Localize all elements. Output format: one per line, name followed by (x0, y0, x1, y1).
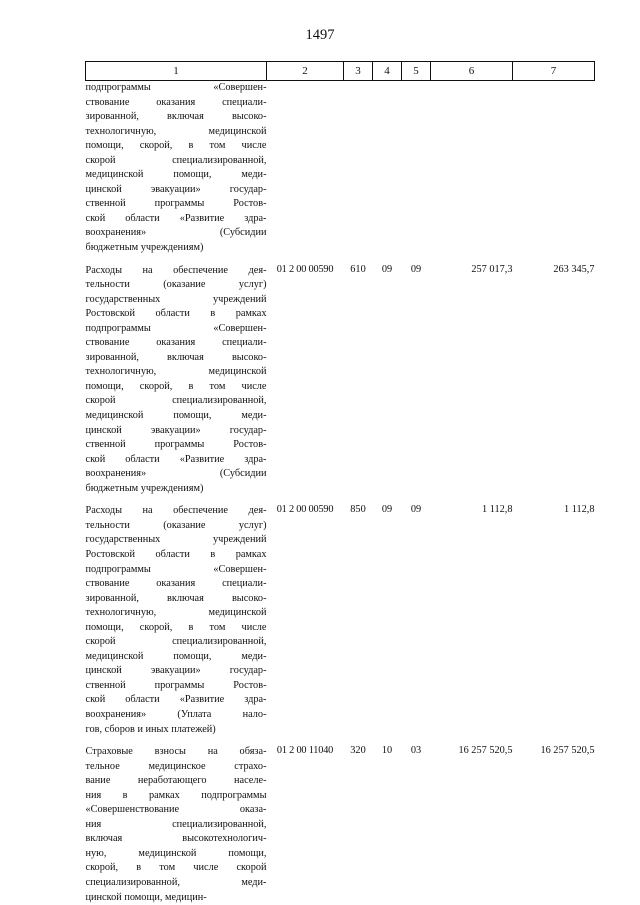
row-description (86, 504, 267, 737)
row-spacer (86, 256, 595, 264)
target-article-code: 01 2 00 00590 (276, 263, 334, 275)
header-row (86, 62, 595, 81)
description-line: ственной программы Ростов- (85, 679, 267, 691)
section-code (373, 81, 402, 256)
section-code: 09 (381, 263, 393, 275)
description-line: ствование оказания специали- (85, 578, 267, 590)
amount-year-1: 16 257 520,5 (458, 745, 513, 757)
page-number: 1497 (305, 27, 335, 43)
description-line: ствование оказания специали- (85, 337, 267, 349)
section-code: 09 (381, 504, 393, 516)
description-line: помощи, скорой, в том числе (85, 621, 267, 633)
amount-year-2: 16 257 520,5 (540, 745, 595, 757)
target-article-code: 01 2 00 11040 (276, 745, 334, 757)
description-line: ния специализированной, (85, 818, 267, 830)
description-line: технологичную, медицинской (85, 125, 267, 137)
description-line: гов, сборов и иных платежей) (85, 723, 216, 735)
amount-year-2: 263 345,7 (553, 263, 595, 275)
description-line: тельное медицинское страхо- (85, 760, 267, 772)
table-row (86, 745, 595, 905)
expense-type-code: 320 (350, 745, 366, 757)
description-line: вание неработающего населе- (85, 775, 267, 787)
target-article-code (267, 81, 344, 256)
subsection-code: 03 (410, 745, 422, 757)
description-line: ственной программы Ростов- (85, 198, 267, 210)
row-description (86, 81, 267, 256)
description-line: тельности (оказание услуг) (85, 519, 267, 531)
expense-type-code (344, 81, 373, 256)
subsection-code (402, 81, 431, 256)
description-line: помощи, скорой, в том числе (85, 380, 267, 392)
table-body (86, 81, 595, 905)
amount-year-2 (513, 81, 595, 256)
description-line: скорой специализированной, (85, 636, 267, 648)
amount-year-1: 1 112,8 (481, 504, 513, 516)
description-line: медицинской помощи, меди- (85, 169, 267, 181)
header-col-6: 6 (431, 62, 513, 81)
subsection-code: 09 (410, 263, 422, 275)
description-line: зированной, включая высоко- (85, 111, 267, 123)
description-line: бюджетным учреждениям) (85, 242, 204, 254)
description-line: скорой, в том числе скорой (85, 862, 267, 874)
description-line: специализированной, меди- (85, 876, 267, 888)
row-spacer (86, 737, 595, 745)
description-line: включая высокотехнологич- (85, 833, 267, 845)
section-code: 10 (381, 745, 393, 757)
description-line: ную, медицинской помощи, (85, 847, 267, 859)
description-line: подпрограммы «Совершен- (85, 322, 267, 334)
row-spacer-cell (86, 496, 595, 504)
description-line: подпрограммы «Совершен- (85, 82, 267, 93)
table-row (86, 81, 595, 256)
description-line: воохранения» (Субсидии (85, 227, 267, 239)
description-line: скорой специализированной, (85, 395, 267, 407)
description-line: помощи, скорой, в том числе (85, 140, 267, 152)
description-line: технологичную, медицинской (85, 607, 267, 619)
budget-table (85, 61, 595, 905)
row-spacer-cell (86, 256, 595, 264)
expense-type-code: 850 (350, 504, 366, 516)
description-line: воохранения» (Уплата нало- (85, 708, 267, 720)
table-row (86, 264, 595, 497)
description-line: ской области «Развитие здра- (85, 453, 267, 465)
header-col-3: 3 (344, 62, 373, 81)
description-line: зированной, включая высоко- (85, 592, 267, 604)
amount-year-1 (431, 81, 513, 256)
description-line: бюджетным учреждениям) (85, 482, 204, 494)
header-col-5: 5 (402, 62, 431, 81)
description-line: Расходы на обеспечение дея- (85, 505, 267, 517)
description-line: ственной программы Ростов- (85, 439, 267, 451)
description-line: цинской эвакуации» государ- (85, 665, 267, 677)
description-line: зированной, включая высоко- (85, 351, 267, 363)
description-line: медицинской помощи, меди- (85, 650, 267, 662)
row-spacer-cell (86, 737, 595, 745)
description-line: государственных учреждений (85, 293, 267, 305)
header-col-4: 4 (373, 62, 402, 81)
amount-year-2: 1 112,8 (563, 504, 595, 516)
description-line: ской области «Развитие здра- (85, 694, 267, 706)
description-line: ствование оказания специали- (85, 96, 267, 108)
description-line: «Совершенствование оказа- (85, 804, 267, 816)
description-line: Ростовской области в рамках (85, 308, 267, 320)
target-article-code: 01 2 00 00590 (276, 504, 334, 516)
description-line: воохранения» (Субсидии (85, 468, 267, 480)
description-line: цинской эвакуации» государ- (85, 183, 267, 195)
description-line: технологичную, медицинской (85, 366, 267, 378)
expense-type-code: 610 (350, 263, 366, 275)
description-line: ской области «Развитие здра- (85, 212, 267, 224)
description-line: Ростовской области в рамках (85, 548, 267, 560)
description-line: Расходы на обеспечение дея- (85, 264, 267, 276)
amount-year-1: 257 017,3 (471, 263, 513, 275)
description-line: скорой специализированной, (85, 154, 267, 166)
row-description (86, 745, 267, 905)
description-line: медицинской помощи, меди- (85, 410, 267, 422)
header-col-1: 1 (86, 62, 267, 81)
description-line: подпрограммы «Совершен- (85, 563, 267, 575)
header-col-7: 7 (513, 62, 595, 81)
description-line: государственных учреждений (85, 534, 267, 546)
table-row (86, 504, 595, 737)
subsection-code: 09 (410, 504, 422, 516)
row-spacer (86, 496, 595, 504)
description-line: Страховые взносы на обяза- (85, 746, 267, 758)
description-line: ния в рамках подпрограммы (85, 789, 267, 801)
description-line: цинской помощи, медицин- (85, 891, 207, 903)
description-line: тельности (оказание услуг) (85, 279, 267, 291)
description-line: цинской эвакуации» государ- (85, 424, 267, 436)
row-description (86, 264, 267, 497)
header-col-2: 2 (267, 62, 344, 81)
